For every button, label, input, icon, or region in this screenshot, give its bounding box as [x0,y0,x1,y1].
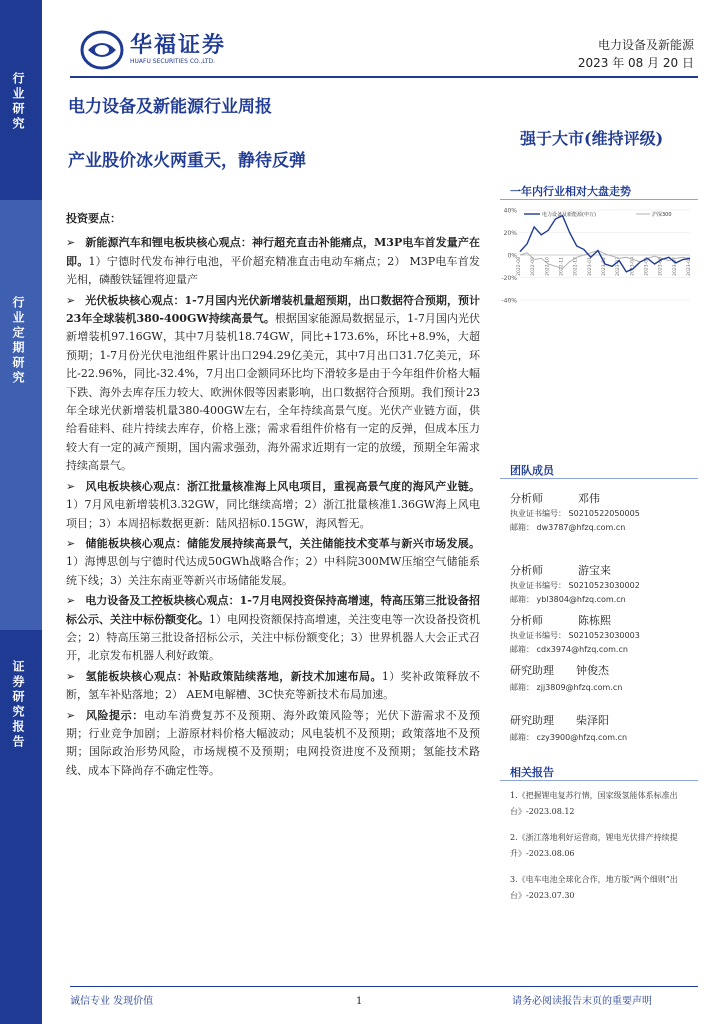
member-role: 分析师 [510,564,543,577]
x-tick-label: 2022-10 [545,257,551,276]
logo-text-en: HUAFU SECURITIES CO.,LTD. [130,58,216,65]
paragraph-lead: 新能源汽车和锂电板块核心观点：神行超充直击补能痛点，M3P电车首发量产在即。 [66,236,480,268]
footer-slogan: 诚信专业 发现价值 [70,996,154,1007]
member-name: 陈栋熙 [578,614,611,627]
related-divider [500,780,698,781]
report-title: 电力设备及新能源行业周报 [68,97,272,117]
member-role: 研究助理 [510,664,554,677]
rating: 强于大市(维持评级) [520,129,664,148]
x-tick-label: 2023-02 [602,257,607,276]
member-email: 邮箱： zjj3809@hfzq.com.cn [510,683,623,692]
team-title: 团队成员 [510,464,554,477]
legend-label: 沪深300 [652,212,672,218]
legend-label: 电力设备及新能源(申万) [542,212,596,218]
member-role: 分析师 [510,614,543,627]
paragraph-body: 电动车消费复苏不及预期、海外政策风险等；光伏下游需求不及预期；行业竞争加剧；上游原材料价格大幅波动；风电装机不及预期；政策落地不及预期；国际政治形势风险，市场规模不及预期；电网投资进度不及预期；氢能技术路线、成本下降尚存不确定性等。 [66,708,481,777]
x-tick-label: 2023-01 [587,257,593,276]
bullet-arrow-icon: ➢ [66,293,76,307]
x-tick-label: 2022-11 [559,257,565,276]
bullet-arrow-icon: ➢ [66,236,76,250]
footer-divider [70,986,698,987]
member-email: 邮箱： czy3900@hfzq.com.cn [510,733,628,742]
y-tick-label: 20% [503,230,517,237]
member-cert: 执业证书编号： S0210523030002 [510,581,640,590]
highlight-paragraph [66,234,480,289]
report-subtitle: 产业股价冰火两重天，静待反弹 [68,151,306,171]
sidebar-label-securities-report: 证券研究报告 [11,660,25,750]
paragraph-lead: 电力设备及工控板块核心观点：1-7月电网投资保持高增速，特高压第三批设备招标公示、关注中标份额变化。 [66,594,480,626]
y-tick-label: -20% [501,275,517,282]
paragraph-body: 1）海博思创与宁德时代达成50GWh战略合作；2）中科院300MW压缩空气储能系统下线；3）关注东南亚等新兴市场储能发展。 [66,555,480,587]
y-tick-label: 0% [507,252,517,260]
member-name: 邓伟 [578,492,600,505]
paragraph-body: 1）宁德时代发布神行电池，平价超充精准直击电动车痛点；2） M3P电车首发光相，磷酸铁锰锂将迎量产 [66,254,481,287]
bullet-arrow-icon: ➢ [66,536,76,550]
team-divider [500,478,698,479]
logo-text-cn: 华福证券 [130,32,227,58]
sidebar-label-industry-research: 行业研究 [11,72,25,132]
paragraph-body: 1）电网投资额保持高增速，关注变电等一次设备投资机会；2）特高压第三批设备招标公示，关注中标份额变化；3）世界机器人大会正式召开，北京发布机器人利好政策。 [66,612,480,663]
sidebar-label-periodic-research: 行业定期研究 [11,296,25,386]
chart-title-divider [500,199,698,200]
member-cert: 执业证书编号： S0210523030003 [510,631,640,640]
relative-performance-chart [498,204,698,308]
paragraph-body: 1）奖补政策释放不断，氢车补贴落地；2） AEM电解槽、3C快充等新技术布局加速。 [66,669,481,702]
highlight-paragraph [66,592,480,666]
y-tick-label: -40% [501,297,517,305]
header-divider [70,76,698,78]
x-tick-label: 2023-07 [672,257,678,276]
member-cert: 执业证书编号： S0210522050005 [510,509,640,518]
header-date: 2023 年 08 月 20 日 [577,56,694,70]
x-tick-label: 2023-06 [658,257,664,276]
member-email: 邮箱： ybl3804@hfzq.com.cn [510,595,626,604]
paragraph-lead: 储能板块核心观点：储能发展持续高景气，关注储能技术变革与新兴市场发展。 [85,536,480,550]
x-tick-label: 2022-09 [531,257,537,276]
paragraph-lead: 光伏板块核心观点：1-7月国内光伏新增装机量超预期，出口数据符合预期，预计23年全球装机380-400GW持续高景气。 [66,293,480,326]
paragraph-body: 根据国家能源局数据显示，1-7月国内光伏新增装机97.16GW，其中7月装机18.74GW，同比+173.6%，环比+8.9%，大超预期；1-7月份光伏电池组件累计出口294.29亿美元，其中7月出口31.7亿美元，环比-22.96%，同比-32.4%，7月出口金额同环比均下滑较多是由于今年组件价格大幅下跌、海外去库存压力较大、欧洲休假等因素影响，出口数据符合预期。我们预计23年全球光伏新增装机量380-400GW左右，全年持续高景气度。光伏产业链方面，供给看硅料、硅片持续去库存，价格上涨；需求看组件价格有一定的反弹，但成本压力较大有一定的减产预期，国内需求强劲，海外需求近期有一定的放缓，预期全年需求持续高景气。 [66,312,481,473]
paragraph-lead: 氢能板块核心观点：补贴政策陆续落地，新技术加速布局。 [85,669,382,683]
bullet-arrow-icon: ➢ [66,708,76,722]
investment-heading: 投资要点： [66,212,121,225]
member-name: 游宝来 [578,564,611,577]
related-report-item[interactable]: 2.《浙江落地利好运营商，锂电光伏排产持续提升》-2023.08.06 [510,833,678,858]
paragraph-lead: 风电板块核心观点：浙江批量核准海上风电项目，重视高景气度的海风产业链。 [85,479,480,493]
x-tick-label: 2022-12 [573,257,579,276]
footer-disclaimer: 请务必阅读报告末页的重要声明 [512,996,652,1007]
highlight-paragraph [66,707,480,781]
y-tick-label: 40% [503,207,517,215]
related-report-item[interactable]: 3.《电车电池全球化合作，地方版“两个细则”出台》-2023.07.30 [510,875,678,900]
highlight-paragraph [66,535,480,590]
bullet-arrow-icon: ➢ [66,479,76,493]
member-role: 分析师 [510,492,543,505]
highlight-paragraph [66,478,480,533]
sidebar-mid-band [0,200,42,630]
related-report-item[interactable]: 1.《把握锂电复苏行情，国家级氢能体系标准出台》-2023.08.12 [510,791,678,816]
x-tick-label: 2023-04 [630,257,636,276]
page-number: 1 [356,996,363,1007]
x-tick-label: 2023-08 [687,257,692,276]
x-tick-label: 2022-08 [517,257,522,276]
bullet-arrow-icon: ➢ [66,669,76,683]
member-email: 邮箱： dw3787@hfzq.com.cn [510,523,626,532]
paragraph-lead: 风险提示： [85,708,144,722]
x-tick-label: 2023-05 [644,257,650,276]
member-name: 柴泽阳 [576,714,609,727]
highlight-paragraph [66,668,480,705]
investment-highlights [66,210,480,780]
member-name: 钟俊杰 [576,664,609,677]
header-industry: 电力设备及新能源 [597,38,694,52]
member-email: 邮箱： cdx3974@hfzq.com.cn [510,645,628,654]
bullet-arrow-icon: ➢ [66,594,76,608]
x-tick-label: 2023-03 [616,257,622,276]
chart-title: 一年内行业相对大盘走势 [510,185,631,198]
huafu-logo-icon [80,30,124,70]
highlight-paragraph [66,292,480,476]
member-role: 研究助理 [510,714,554,727]
related-title: 相关报告 [510,766,554,779]
paragraph-body: 1）7月风电新增装机3.32GW，同比继续高增；2）浙江批量核准1.36GW海上风电项目；3）本周招标数据更新：陆风招标0.15GW，海风暂无。 [66,498,480,530]
